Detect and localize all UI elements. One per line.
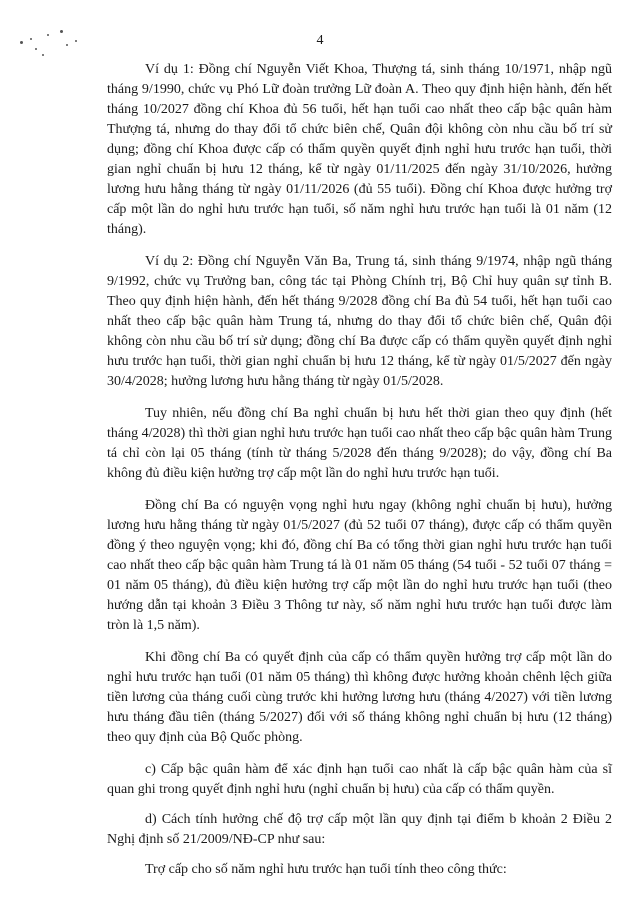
paragraph-example-2: Ví dụ 2: Đồng chí Nguyễn Văn Ba, Trung tá, sinh tháng 9/1974, nhập ngũ tháng 9/1992, chức vụ Trưởng ban, công tác tại Phòng Chính trị, Bộ Chỉ huy quân sự tỉnh B. Theo quy định hiện hành, đến hết tháng 9/2028 đồng chí Ba đủ 54 tuổi, hết hạn tuổi cao nhất theo cấp bậc quân hàm Trung tá, nhưng do thay đổi tổ chức biên chế, Quân đội không còn nhu cầu bố trí sử dụng; đồng chí Ba được cấp có thẩm quyền quyết định nghỉ hưu trước hạn tuổi, thời gian nghỉ chuẩn bị hưu 12 tháng, kể từ ngày 01/5/2027 đến ngày 30/4/2028; hưởng lương hưu hằng tháng từ ngày 01/5/2028.	[107, 254, 612, 389]
scan-speck	[42, 54, 44, 56]
page-number: 4	[316, 33, 324, 48]
paragraph-however: Tuy nhiên, nếu đồng chí Ba nghỉ chuẩn bị hưu hết thời gian theo quy định (hết tháng 4/2028) thì thời gian nghỉ hưu trước hạn tuổi cao nhất theo cấp bậc quân hàm Trung tá chỉ còn lại 05 tháng (tính từ tháng 5/2028 đến tháng 9/2028); do vậy, đồng chí Ba không đủ điều kiện hưởng trợ cấp một lần do nghỉ hưu trước hạn tuổi.	[107, 406, 612, 481]
paragraph-early-retirement: Đồng chí Ba có nguyện vọng nghỉ hưu ngay (không nghỉ chuẩn bị hưu), hưởng lương hưu hằng tháng từ ngày 01/5/2027 (đủ 52 tuổi 07 tháng), được cấp có thẩm quyền đồng ý theo nguyện vọng; khi đó, đồng chí Ba có tổng thời gian nghỉ hưu trước hạn tuổi cao nhất theo cấp bậc quân hàm Trung tá là 01 năm 05 tháng (54 tuổi - 52 tuổi 07 tháng = 01 năm 05 tháng), đủ điều kiện hưởng trợ cấp một lần do nghỉ hưu trước hạn tuổi (theo hướng dẫn tại khoản 3 Điều 3 Thông tư này, số năm nghỉ hưu trước hạn tuổi được làm tròn là 1,5 năm).	[107, 498, 612, 633]
paragraph-point-c: c) Cấp bậc quân hàm để xác định hạn tuổi cao nhất là cấp bậc quân hàm của sĩ quan ghi trong quyết định nghỉ hưu (nghỉ chuẩn bị hưu) của cấp có thẩm quyền.	[107, 762, 612, 797]
paragraph-example-1: Ví dụ 1: Đồng chí Nguyễn Viết Khoa, Thượng tá, sinh tháng 10/1971, nhập ngũ tháng 9/1990, chức vụ Phó Lữ đoàn trưởng Lữ đoàn A. Theo quy định hiện hành, đến hết tháng 10/2027 đồng chí Khoa đủ 56 tuổi, hết hạn tuổi cao nhất theo cấp bậc quân hàm Thượng tá, nhưng do thay đổi tổ chức biên chế, Quân đội không còn nhu cầu bố trí sử dụng; đồng chí Khoa được cấp có thẩm quyền quyết định nghỉ hưu trước hạn tuổi, thời gian nghỉ chuẩn bị hưu 12 tháng, kể từ ngày 01/11/2025 đến ngày 31/10/2026, hưởng lương hưu hằng tháng từ ngày 01/11/2026 (đủ 55 tuổi). Đồng chí Khoa được hưởng trợ cấp một lần do nghỉ hưu trước hạn tuổi, số năm nghỉ hưu trước hạn tuổi là 01 năm (12 tháng).	[107, 62, 612, 237]
paragraph-point-d: d) Cách tính hưởng chế độ trợ cấp một lần quy định tại điểm b khoản 2 Điều 2 Nghị định số 21/2009/NĐ-CP như sau:	[107, 812, 612, 847]
paragraph-formula-intro: Trợ cấp cho số năm nghỉ hưu trước hạn tuổi tính theo công thức:	[145, 862, 507, 877]
document-body	[107, 60, 612, 892]
paragraph-decision: Khi đồng chí Ba có quyết định của cấp có thẩm quyền hưởng trợ cấp một lần do nghỉ hưu trước hạn tuổi (01 năm 05 tháng) thì không được hưởng khoản chênh lệch giữa tiền lương của tháng cuối cùng trước khi hưởng lương hưu (tháng 4/2027) với tiền lương hưu tháng đầu tiên (tháng 5/2027) đối với số tháng không nghỉ chuẩn bị hưu (12 tháng) theo quy định của Bộ Quốc phòng.	[107, 650, 612, 745]
